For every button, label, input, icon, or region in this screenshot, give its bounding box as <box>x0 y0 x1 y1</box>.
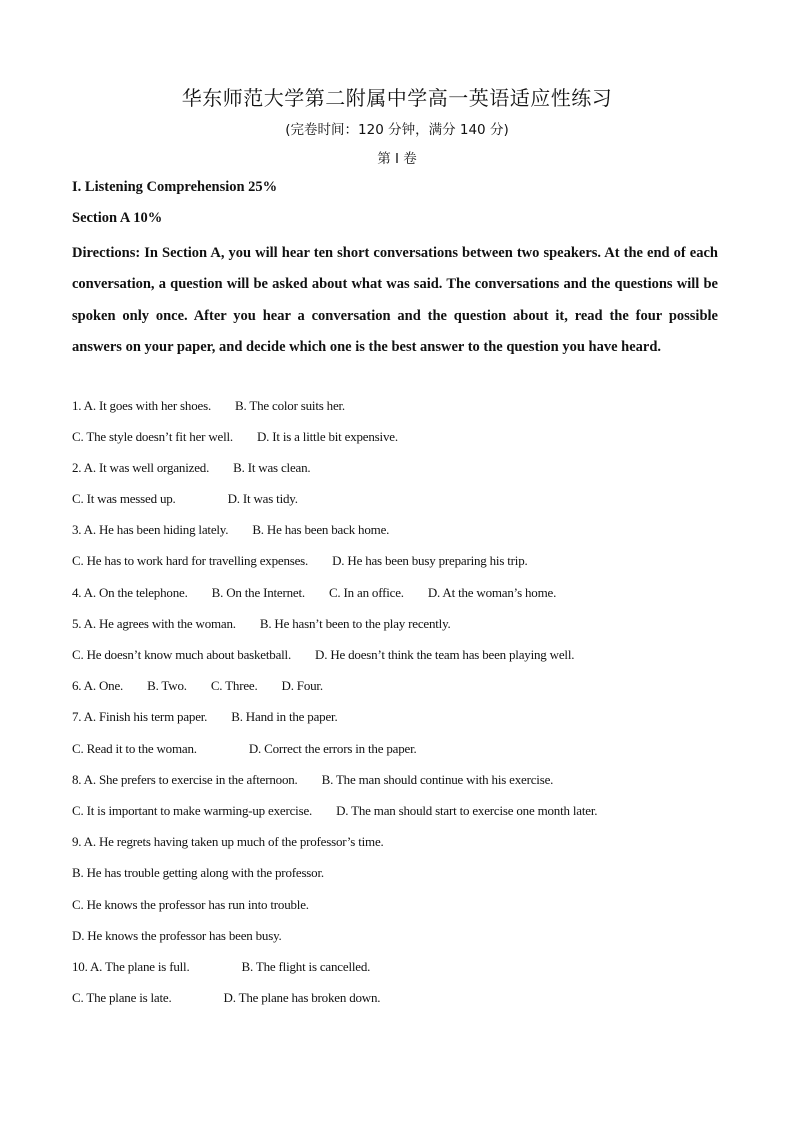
question-10-option-c: C. The plane is late. <box>72 990 172 1005</box>
question-5-option-c: C. He doesn’t know much about basketball. <box>72 647 292 662</box>
question-3-line-2 <box>72 553 528 569</box>
question-8-option-b: B. The man should continue with his exercise. <box>321 772 554 787</box>
question-7-option-d: D. Correct the errors in the paper. <box>248 741 417 756</box>
question-4-option-a: 4. A. On the telephone. <box>72 585 188 600</box>
question-7-option-a: 7. A. Finish his term paper. <box>72 709 208 724</box>
question-8-option-a: 8. A. She prefers to exercise in the afternoon. <box>72 772 298 787</box>
section-heading: I. Listening Comprehension 25% <box>72 179 278 195</box>
question-5-option-d: D. He doesn’t think the team has been playing well. <box>315 647 575 662</box>
section-subheading: Section A 10% <box>72 210 163 226</box>
question-2-option-d: D. It was tidy. <box>227 491 298 506</box>
question-6-line-1 <box>72 678 323 694</box>
question-6-option-a: 6. A. One. <box>72 678 124 693</box>
question-10-option-b: B. The flight is cancelled. <box>241 959 371 974</box>
question-1-option-a: 1. A. It goes with her shoes. <box>72 398 211 413</box>
page-title: 华东师范大学第二附属中学高一英语适应性练习 <box>181 86 613 110</box>
question-1-option-b: B. The color suits her. <box>235 398 345 413</box>
question-8-line-2 <box>72 803 597 819</box>
question-10-option-a: 10. A. The plane is full. <box>72 959 190 974</box>
question-1-option-c: C. The style doesn’t fit her well. <box>72 429 233 444</box>
question-4-option-c: C. In an office. <box>328 585 404 600</box>
question-3-option-c: C. He has to work hard for travelling expenses. <box>72 553 309 568</box>
question-5-option-a: 5. A. He agrees with the woman. <box>72 616 236 631</box>
question-5-line-1 <box>72 616 451 632</box>
question-10-option-d: D. The plane has broken down. <box>223 990 381 1005</box>
question-7-option-c: C. Read it to the woman. <box>72 741 197 756</box>
question-9-option-b: B. He has trouble getting along with the professor. <box>72 865 324 880</box>
question-1-line-2 <box>72 429 398 445</box>
question-6-option-d: D. Four. <box>281 678 323 693</box>
question-8-line-1 <box>72 772 553 788</box>
question-6-option-b: B. Two. <box>147 678 187 693</box>
question-5-option-b: B. He hasn’t been to the play recently. <box>259 616 451 631</box>
question-9-option-c: C. He knows the professor has run into trouble. <box>72 897 309 912</box>
question-9-option-a: 9. A. He regrets having taken up much of the professor’s time. <box>72 834 384 849</box>
exam-info: (完卷时间：120 分钟，满分 140 分) <box>285 122 509 138</box>
question-4-option-d: D. At the woman’s home. <box>427 585 557 600</box>
directions-text: Directions: In Section A, you will hear ten short conversations between two speakers. At the end of each conversation, a question will be asked about what was said. The conversations and the questions will be spoken only once. After you hear a conversation and the question about it, read the four possible answers on your paper, and decide which one is the best answer to the question you have heard. <box>72 245 718 355</box>
question-4-line-1 <box>72 585 556 601</box>
question-7-option-b: B. Hand in the paper. <box>231 709 338 724</box>
question-3-option-d: D. He has been busy preparing his trip. <box>332 553 528 568</box>
question-7-line-2 <box>72 741 417 757</box>
question-10-line-2 <box>72 990 380 1006</box>
question-1-line-1 <box>72 398 345 414</box>
volume-label: 第 I 卷 <box>377 151 417 167</box>
question-7-line-1 <box>72 709 338 725</box>
question-10-line-1 <box>72 959 370 975</box>
question-4-option-b: B. On the Internet. <box>211 585 305 600</box>
question-2-option-c: C. It was messed up. <box>72 491 176 506</box>
question-6-option-c: C. Three. <box>210 678 258 693</box>
question-3-line-1 <box>72 522 389 538</box>
question-2-line-2 <box>72 491 298 507</box>
question-1-option-d: D. It is a little bit expensive. <box>256 429 398 444</box>
question-2-option-b: B. It was clean. <box>233 460 311 475</box>
question-5-line-2 <box>72 647 574 663</box>
question-8-option-d: D. The man should start to exercise one month later. <box>336 803 598 818</box>
question-2-line-1 <box>72 460 310 476</box>
question-2-option-a: 2. A. It was well organized. <box>72 460 210 475</box>
question-3-option-a: 3. A. He has been hiding lately. <box>72 522 229 537</box>
question-9-option-d: D. He knows the professor has been busy. <box>72 928 282 943</box>
question-3-option-b: B. He has been back home. <box>252 522 390 537</box>
question-8-option-c: C. It is important to make warming-up exercise. <box>72 803 313 818</box>
